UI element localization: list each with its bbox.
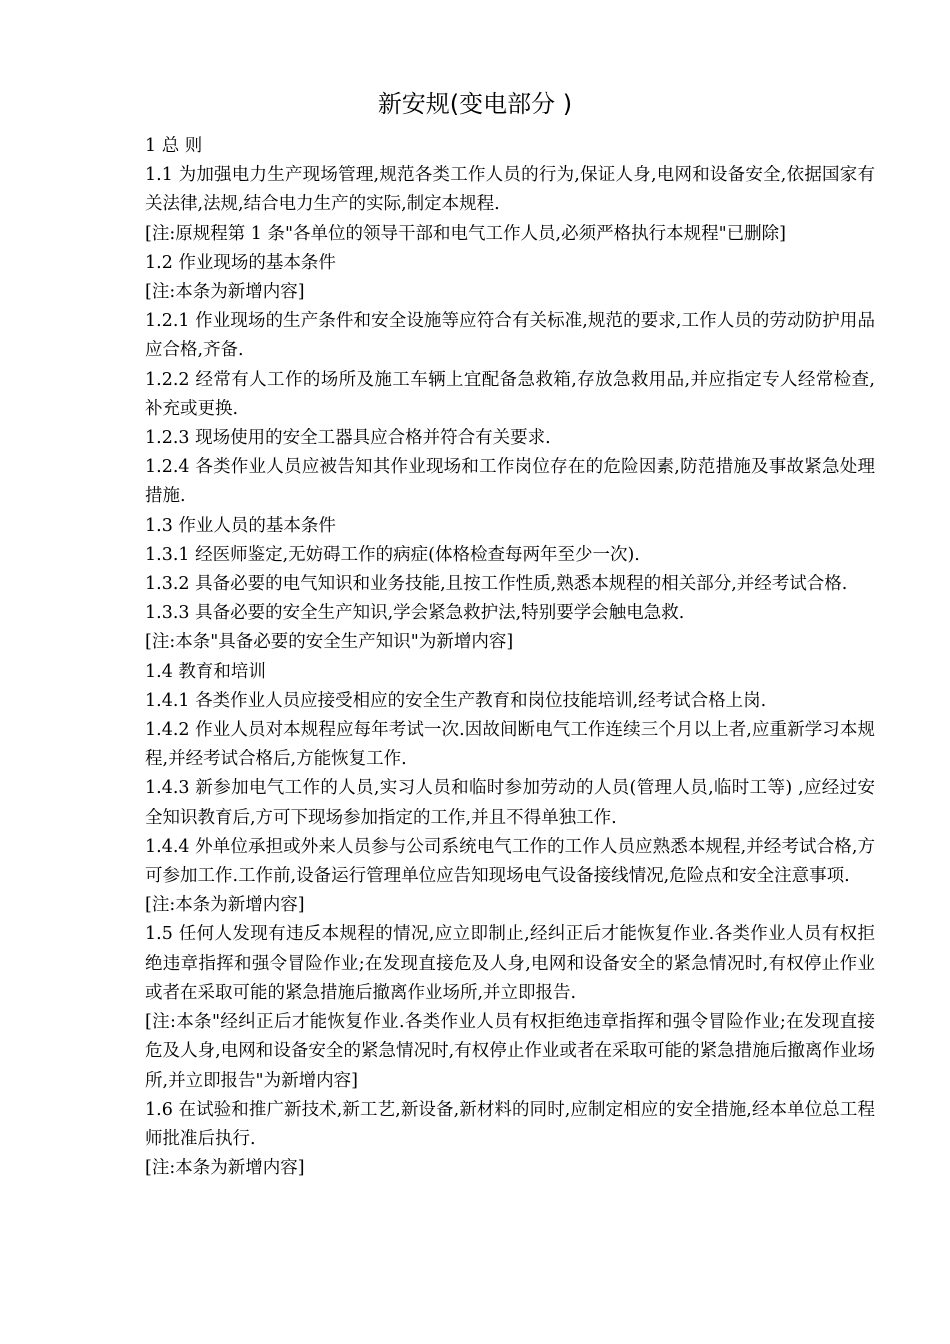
clause-1-4-3: 1.4.3 新参加电气工作的人员,实习人员和临时参加劳动的人员(管理人员,临时工等) ,应经过安全知识教育后,方可下现场参加指定的工作,并且不得单独工作.: [145, 778, 875, 828]
document-title: 新安规(变电部分 ): [377, 90, 573, 118]
note-paragraph: [注:原规程第 1 条"各单位的领导干部和电气工作人员,必须严格执行本规程"已删除]: [145, 223, 786, 244]
note-paragraph: [注:本条"经纠正后才能恢复作业.各类作业人员有权拒绝违章指挥和强令冒险作业;在发现直接危及人身,电网和设备安全的紧急情况时,有权停止作业或者在采取可能的紧急措施后撤离作业场所,并立即报告"为新增内容]: [145, 1012, 875, 1091]
document-body: [145, 132, 875, 1183]
clause-1-4-4: 1.4.4 外单位承担或外来人员参与公司系统电气工作的工作人员应熟悉本规程,并经考试合格,方可参加工作.工作前,设备运行管理单位应告知现场电气设备接线情况,危险点和安全注意事项.: [145, 836, 875, 887]
note-paragraph: [注:本条"具备必要的安全生产知识"为新增内容]: [145, 632, 514, 653]
clause-1-1: 1.1 为加强电力生产现场管理,规范各类工作人员的行为,保证人身,电网和设备安全,依据国家有关法律,法规,结合电力生产的实际,制定本规程.: [145, 165, 875, 215]
section-heading-1: 1 总 则: [145, 136, 203, 156]
clause-1-4-2: 1.4.2 作业人员对本规程应每年考试一次.因故间断电气工作连续三个月以上者,应重新学习本规程,并经考试合格后,方能恢复工作.: [145, 720, 875, 770]
clause-1-2-2: 1.2.2 经常有人工作的场所及施工车辆上宜配备急救箱,存放急救用品,并应指定专人经常检查,补充或更换.: [145, 369, 875, 419]
note-paragraph: [注:本条为新增内容]: [145, 282, 305, 303]
clause-1-2-1: 1.2.1 作业现场的生产条件和安全设施等应符合有关标准,规范的要求,工作人员的劳动防护用品应合格,齐备.: [145, 311, 875, 361]
clause-1-4-1: 1.4.1 各类作业人员应接受相应的安全生产教育和岗位技能培训,经考试合格上岗.: [145, 690, 767, 711]
section-heading-1-3: 1.3 作业人员的基本条件: [145, 515, 336, 536]
clause-1-3-1: 1.3.1 经医师鉴定,无妨碍工作的病症(体格检查每两年至少一次).: [145, 544, 640, 565]
section-heading-1-2: 1.2 作业现场的基本条件: [145, 252, 336, 273]
note-paragraph: [注:本条为新增内容]: [145, 1158, 305, 1179]
clause-1-3-3: 1.3.3 具备必要的安全生产知识,学会紧急救护法,特别要学会触电急救.: [145, 603, 685, 624]
clause-1-5: 1.5 任何人发现有违反本规程的情况,应立即制止,经纠正后才能恢复作业.各类作业人员有权拒绝违章指挥和强令冒险作业;在发现直接危及人身,电网和设备安全的紧急情况时,有权停止作业或者在采取可能的紧急措施后撤离作业场所,并立即报告.: [145, 924, 875, 1003]
note-paragraph: [注:本条为新增内容]: [145, 895, 305, 916]
clause-1-2-4: 1.2.4 各类作业人员应被告知其作业现场和工作岗位存在的危险因素,防范措施及事故紧急处理措施.: [145, 457, 875, 507]
clause-1-6: 1.6 在试验和推广新技术,新工艺,新设备,新材料的同时,应制定相应的安全措施,经本单位总工程师批准后执行.: [145, 1099, 875, 1149]
clause-1-3-2: 1.3.2 具备必要的电气知识和业务技能,且按工作性质,熟悉本规程的相关部分,并经考试合格.: [145, 574, 848, 595]
clause-1-2-3: 1.2.3 现场使用的安全工器具应合格并符合有关要求.: [145, 428, 551, 449]
section-heading-1-4: 1.4 教育和培训: [145, 661, 266, 682]
